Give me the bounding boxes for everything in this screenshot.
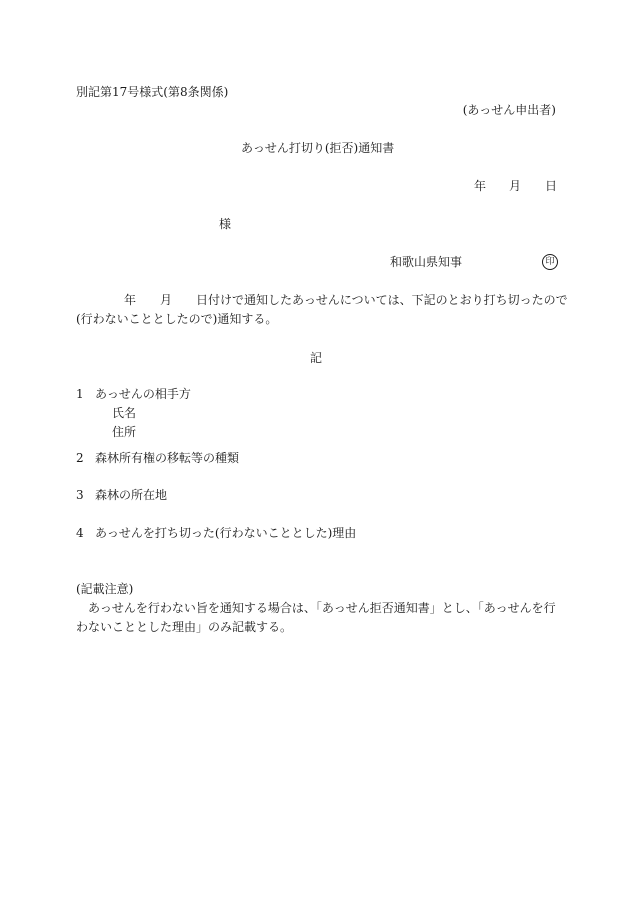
notes-line-2: わないこととした理由」のみ記載する。 (76, 620, 293, 634)
item-label: 森林所有権の移転等の種類 (95, 451, 240, 465)
item-number: 2 (76, 451, 84, 465)
addressee-note: (あっせん申出者) (462, 103, 556, 117)
date-year-label: 年 (474, 179, 487, 193)
item-number: 4 (76, 526, 84, 540)
item-label: 森林の所在地 (95, 488, 168, 502)
date-day-label: 日 (545, 179, 558, 193)
date-month-label: 月 (509, 179, 522, 193)
sender-name: 和歌山県知事 (390, 255, 463, 269)
notes-line-1: あっせんを行わない旨を通知する場合は、「あっせん拒否通知書」とし、「あっせんを行 (88, 601, 556, 615)
document-title: あっせん打切り(拒否)通知書 (241, 141, 395, 155)
item1-address-label: 住所 (112, 425, 137, 439)
body-month-label: 月 (160, 293, 173, 307)
body-line-1: 日付けで通知したあっせんについては、下記のとおり打ち切ったので (196, 293, 568, 307)
body-year-label: 年 (124, 293, 137, 307)
notes-heading: (記載注意) (76, 582, 134, 596)
item1-name-label: 氏名 (112, 406, 137, 420)
seal-mark: 印 (542, 254, 558, 270)
item-number: 3 (76, 488, 84, 502)
item-label: あっせんの相手方 (95, 387, 191, 401)
form-reference: 別記第17号様式(第8条関係) (76, 85, 229, 99)
item-label: あっせんを打ち切った(行わないこととした)理由 (95, 526, 357, 540)
body-line-2: (行わないこととしたので)通知する。 (76, 312, 278, 326)
recipient-suffix: 様 (219, 217, 232, 231)
ki-heading: 記 (310, 351, 323, 365)
item-number: 1 (76, 387, 84, 401)
